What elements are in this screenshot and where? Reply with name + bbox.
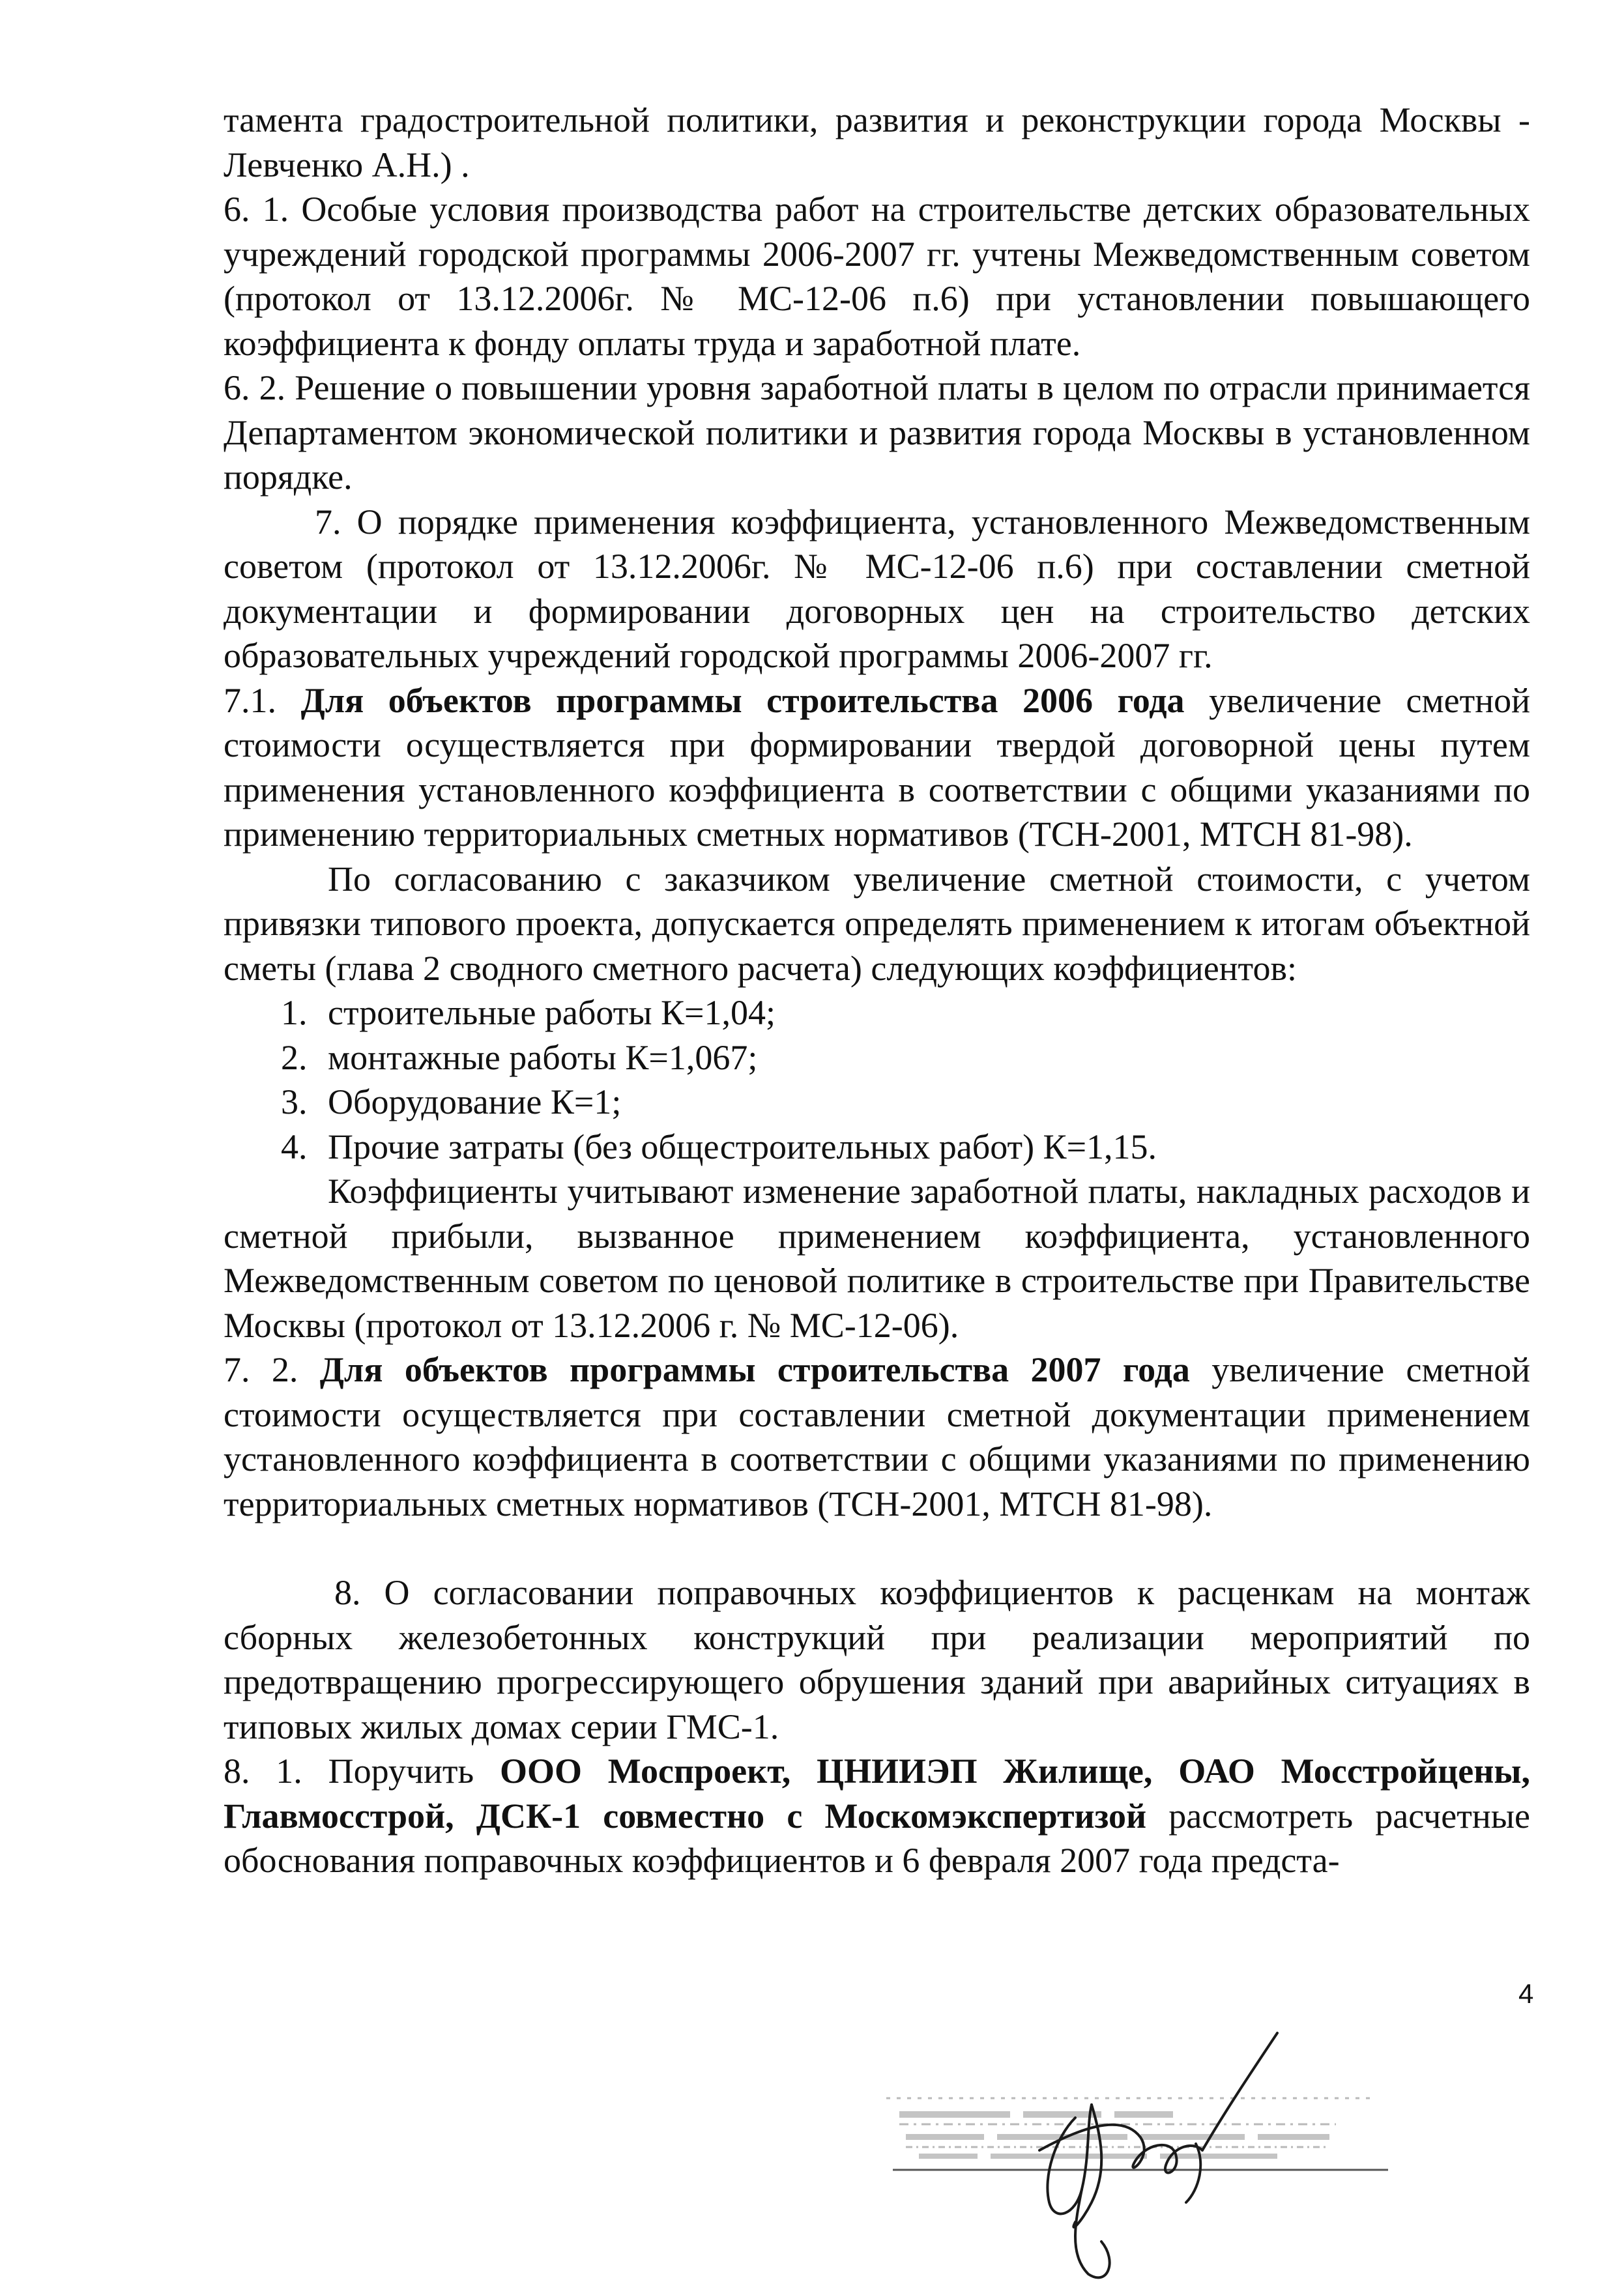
paragraph-8: 8. О согласовании поправочных коэффициентов к расценкам на монтаж сборных железобетонных конструкций при реализации мероприятий по предотвращению прогрессирующего обрушения зданий при аварийных ситуациях в типовых жилых домах серии ГМС-1. xyxy=(224,1573,1530,1746)
item-7-1-text: увеличение сметной стоимости осуществляется при формировании твердой договорной цены путем применения установленного коэффициента в соответствии с общими указаниями по применению территориальных сметных нормативов (ТСН-2001, МТСН 81-98). xyxy=(224,680,1531,854)
paragraph-8-1 xyxy=(224,1749,1530,1883)
list-item-text: Оборудование К=1; xyxy=(328,1082,622,1121)
paragraph-agreement: По согласованию с заказчиком увеличение сметной стоимости, с учетом привязки типового проекта, допускается определять применением к итогам объектной сметы (глава 2 сводного сметного расчета) следующих коэффициентов: xyxy=(224,859,1530,988)
list-item xyxy=(224,990,1530,1035)
item-8-1-text: рассмотреть расчетные обоснования поправочных коэффициентов и 6 февраля 2007 года предста- xyxy=(224,1796,1530,1880)
list-item-number: 3. xyxy=(281,1082,308,1121)
list-item xyxy=(224,1125,1530,1170)
handwritten-signature xyxy=(978,2007,1342,2281)
list-item-number: 2. xyxy=(281,1037,308,1077)
list-item-number: 1. xyxy=(281,993,308,1032)
paragraph-coefficients-note: Коэффициенты учитывают изменение заработной платы, накладных расходов и сметной прибыли, вызванное применением коэффициента, установленного Межведомственным советом по ценовой политике в строительстве при Правительстве Москвы (протокол от 13.12.2006 г. № МС-12-06). xyxy=(224,1172,1530,1345)
paragraph-7: 7. О порядке применения коэффициента, установленного Межведомственным советом (протокол от 13.12.2006г. № МС-12-06 п.6) при составлении сметной документации и формировании договорных цен на строительство детских образовательных учреждений городской программы 2006-2007 гг. xyxy=(224,502,1530,675)
item-7-1-bold: Для объектов программы строительства 2006 года xyxy=(300,680,1185,720)
item-8-1-bold: ООО Моспроект, ЦНИИЭП Жилище, ОАО Мосстройцены, Главмосстрой, ДСК-1 совместно с Москомэкспертизой xyxy=(224,1752,1530,1836)
item-7-1-number: 7.1. xyxy=(224,680,276,720)
list-item-text: Прочие затраты (без общестроительных работ) К=1,15. xyxy=(328,1127,1157,1166)
document-body xyxy=(224,98,1530,1883)
item-7-2-text: увеличение сметной стоимости осуществляется при составлении сметной документации применением установленного коэффициента в соответствии с общими указаниями по применению территориальных сметных нормативов (ТСН-2001, МТСН 81-98). xyxy=(224,1350,1531,1523)
item-7-2-number: 7. 2. xyxy=(224,1350,298,1389)
list-item-text: монтажные работы К=1,067; xyxy=(328,1037,758,1077)
list-item xyxy=(224,1035,1530,1080)
paragraph-6-2: 6. 2. Решение о повышении уровня заработной платы в целом по отрасли принимается Департаментом экономической политики и развития города Москвы в установленном порядке. xyxy=(224,368,1530,497)
paragraph-7-1 xyxy=(224,678,1530,857)
item-8-1-prefix: 8. 1. Поручить xyxy=(224,1752,474,1791)
coefficients-list xyxy=(224,990,1530,1169)
list-item xyxy=(224,1080,1530,1125)
item-7-2-bold: Для объектов программы строительства 2007 года xyxy=(319,1350,1190,1389)
paragraph-6-1: 6. 1. Особые условия производства работ на строительстве детских образовательных учреждений городской программы 2006-2007 гг. учтены Межведомственным советом (протокол от 13.12.2006г. № МС-12-06 п.6) при установлении повышающего коэффициента к фонду оплаты труда и заработной плате. xyxy=(224,190,1530,363)
paragraph-spacer xyxy=(224,1526,1530,1570)
list-item-number: 4. xyxy=(281,1127,308,1166)
paragraph-continuation: тамента градостроительной политики, развития и реконструкции города Москвы - Левченко А.Н.) . xyxy=(224,100,1530,184)
list-item-text: строительные работы К=1,04; xyxy=(328,993,776,1032)
paragraph-7-2 xyxy=(224,1348,1530,1526)
page-number: 4 xyxy=(1518,1978,1534,2009)
